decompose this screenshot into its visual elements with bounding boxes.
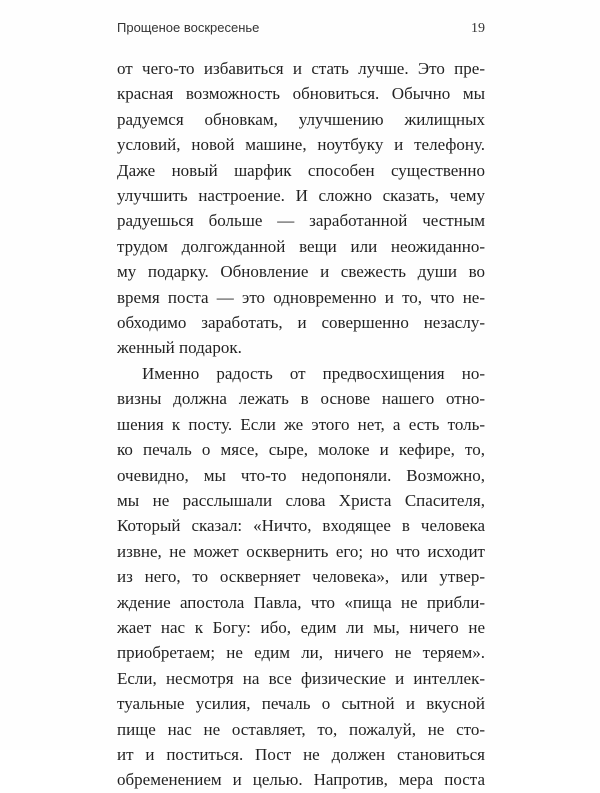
text-line: улучшить настроение. И сложно сказать, чему xyxy=(117,186,485,206)
text-line: Который сказал: «Ничто, входящее в человека xyxy=(117,516,485,536)
text-line: очевидно, мы что-то недопоняли. Возможно, xyxy=(117,465,485,485)
running-header xyxy=(117,20,485,37)
body-text xyxy=(117,56,485,793)
text-line: жает нас к Богу: ибо, едим ли мы, ничего не xyxy=(117,617,485,637)
text-line: от чего-то избавиться и стать лучше. Это пре- xyxy=(117,59,485,78)
text-line: мы не расслышали слова Христа Спасителя, xyxy=(117,490,485,510)
text-line: туальные усилия, печаль о сытной и вкусной xyxy=(117,694,485,714)
running-title: Прощеное воскресенье xyxy=(117,20,260,35)
text-line: обходимо заработать, и совершенно незаслу- xyxy=(117,313,485,333)
page-number: 19 xyxy=(471,21,485,36)
text-line: условий, новой машине, ноутбуку и телефону. xyxy=(117,135,485,155)
text-line: визны должна лежать в основе нашего отно- xyxy=(117,389,485,409)
text-line: му подарку. Обновление и свежесть души во xyxy=(117,262,485,282)
text-line: Даже новый шарфик способен существенно xyxy=(117,160,485,180)
text-line: Именно радость от предвосхищения но- xyxy=(142,363,485,383)
text-line: из него, то оскверняет человека», или утвер- xyxy=(117,567,485,587)
text-line: ждение апостола Павла, что «пища не прибли- xyxy=(117,592,485,612)
text-line: пище нас не оставляет, то, пожалуй, не сто- xyxy=(117,719,485,739)
text-line: красная возможность обновиться. Обычно мы xyxy=(117,84,485,104)
text-line: радуемся обновкам, улучшению жилищных xyxy=(117,109,485,129)
text-line: женный подарок. xyxy=(117,338,242,358)
text-line: время поста — это одновременно и то, что не- xyxy=(117,287,485,307)
text-line: ко печаль о мясе, сыре, молоке и кефире, то, xyxy=(117,440,485,460)
text-line: трудом долгожданной вещи или неожиданно- xyxy=(117,236,485,256)
paragraph xyxy=(117,56,485,361)
paragraph xyxy=(117,361,485,793)
text-line: обременением и целью. Напротив, мера поста xyxy=(117,770,485,790)
text-line: радуешься больше — заработанной честным xyxy=(117,211,485,231)
text-line: шения к посту. Если же этого нет, а есть толь- xyxy=(117,414,485,434)
text-line: Если, несмотря на все физические и интеллек- xyxy=(117,668,485,688)
text-line: ит и поститься. Пост не должен становиться xyxy=(117,744,485,764)
text-line: извне, не может осквернить его; но что исходит xyxy=(117,541,485,561)
text-line: приобретаем; не едим ли, ничего не теряем». xyxy=(117,643,485,663)
